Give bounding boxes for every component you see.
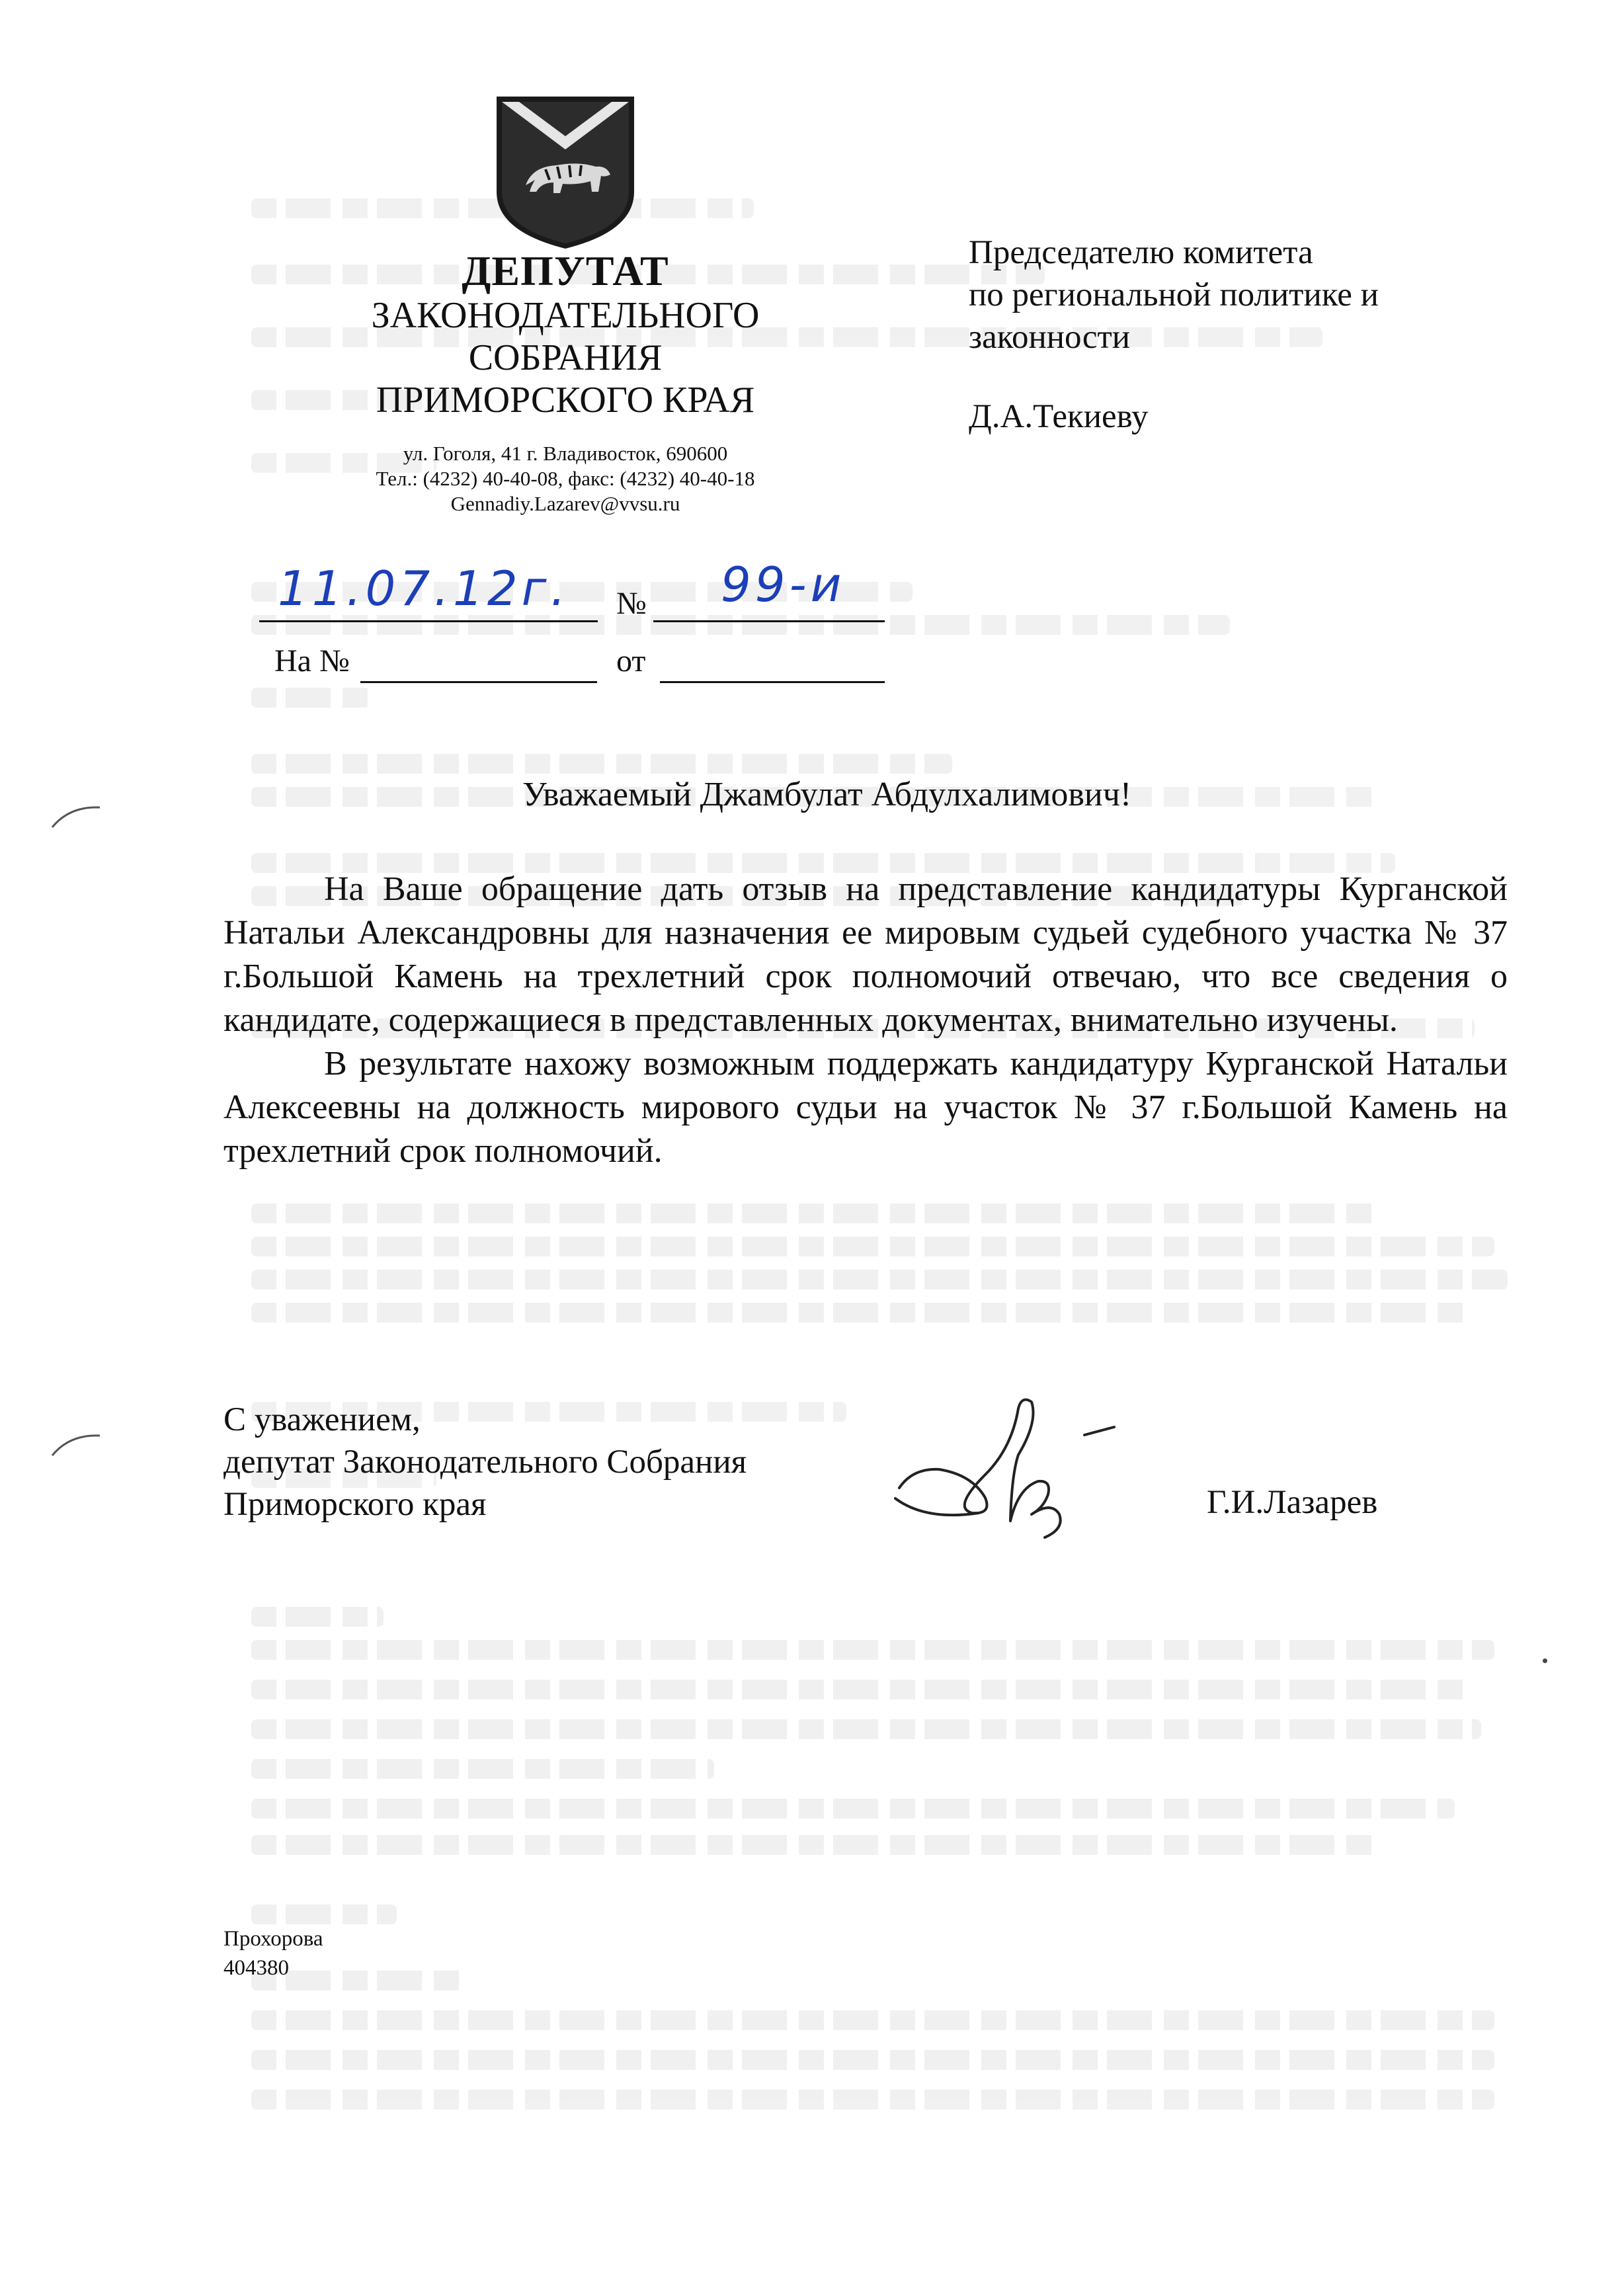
- reply-number-label: На №: [274, 643, 350, 678]
- recipient-line3: законности: [969, 319, 1131, 356]
- sender-header: [278, 248, 853, 516]
- scan-mark-bottom: [50, 1432, 102, 1458]
- recipient-name: Д.А.Текиеву: [969, 398, 1149, 435]
- signer-name: Г.И.Лазарев: [1207, 1484, 1378, 1521]
- closing-line2: депутат Законодательного Собрания: [223, 1444, 747, 1481]
- executor-block: [223, 1924, 323, 1983]
- sender-phone: Тел.: (4232) 40-40-08, факс: (4232) 40-40-18: [376, 467, 755, 490]
- executor-phone: 404380: [223, 1956, 289, 1980]
- scan-mark-top: [50, 803, 102, 830]
- closing-line3: Приморского края: [223, 1486, 487, 1523]
- date-underline: [259, 620, 598, 622]
- from-label: от: [616, 643, 646, 678]
- body-paragraph-1: На Ваше обращение дать отзыв на представление кандидатуры Курганской Натальи Александровны для назначения ее мировым судьей судебного участка № 37 г.Большой Камень на трехлетний срок полномочий отвечаю, что все сведения о кандидате, содержащиеся в представленных документах, внимательно изучены.: [223, 870, 1508, 1039]
- handwritten-number: 99-и: [721, 557, 846, 612]
- closing-block: [223, 1399, 747, 1526]
- greeting: Уважаемый Джамбулат Абдулхалимович!: [522, 776, 1132, 813]
- handwritten-signature: [886, 1382, 1137, 1547]
- recipient-line2: по региональной политике и: [969, 276, 1379, 313]
- sender-title: ДЕПУТАТ: [462, 247, 669, 294]
- sender-org-line3: ПРИМОРСКОГО КРАЯ: [376, 380, 755, 421]
- sender-org-line2: СОБРАНИЯ: [468, 337, 663, 378]
- body-paragraph-2: В результате нахожу возможным поддержать кандидатуру Курганской Натальи Алексеевны на должность мирового судьи на участок № 37 г.Большой Камень на трехлетний срок полномочий.: [223, 1045, 1508, 1170]
- sender-email: Gennadiy.Lazarev@vvsu.ru: [450, 492, 680, 515]
- number-underline: [653, 620, 885, 622]
- primorye-emblem-icon: [493, 93, 638, 251]
- number-label: №: [616, 586, 647, 621]
- closing-line1: С уважением,: [223, 1401, 421, 1438]
- scan-dot: [1543, 1658, 1547, 1663]
- letter-body: [223, 868, 1508, 1173]
- sender-org-line1: ЗАКОНОДАТЕЛЬНОГО: [371, 295, 760, 336]
- recipient-block: [969, 231, 1564, 438]
- from-underline: [660, 681, 885, 683]
- recipient-line1: Председателю комитета: [969, 234, 1313, 271]
- handwritten-date: 11.07.12г.: [278, 561, 570, 616]
- reply-number-underline: [360, 681, 597, 683]
- sender-address: ул. Гоголя, 41 г. Владивосток, 690600: [403, 442, 728, 465]
- executor-name: Прохорова: [223, 1927, 323, 1951]
